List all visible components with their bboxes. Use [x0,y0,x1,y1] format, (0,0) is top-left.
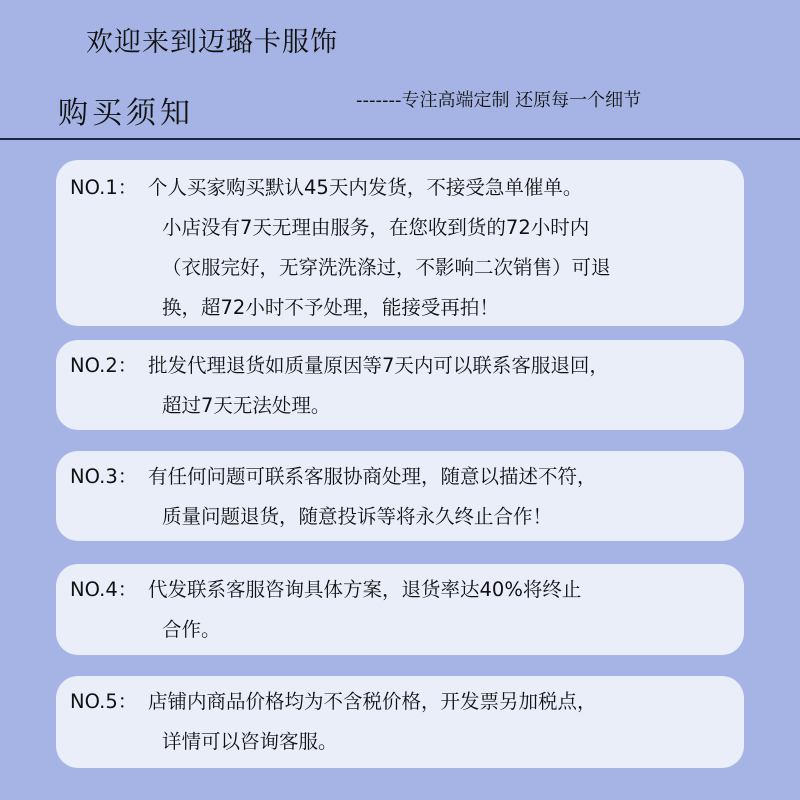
notice-line: 个人买家购买默认45天内发货，不接受急单催单。 [148,176,583,199]
purchase-notice-title: 购买须知 [58,96,194,131]
notice-card-3 [56,451,744,541]
notice-line: （衣服完好，无穿洗洗涤过，不影响二次销售）可退 [162,256,611,279]
notice-card-5 [56,676,744,768]
notice-line: 质量问题退货，随意投诉等将永久终止合作！ [162,505,553,528]
notice-number: NO.4： [70,578,138,601]
notice-card-2 [56,340,744,430]
notice-line: 店铺内商品价格均为不含税价格，开发票另加税点， [148,690,597,713]
notice-number: NO.3： [70,465,138,488]
notice-card-1 [56,160,744,326]
notice-line: 超过7天无法处理。 [162,394,331,417]
notice-number: NO.2： [70,354,138,377]
notice-line: 详情可以咨询客服。 [162,730,338,753]
notice-line: 小店没有7天无理由服务，在您收到货的72小时内 [162,216,590,239]
notice-line: 有任何问题可联系客服协商处理，随意以描述不符， [148,465,597,488]
notice-line: 合作。 [162,618,221,641]
notice-line: 代发联系客服咨询具体方案，退货率达40%将终止 [148,578,582,601]
notice-line: 换，超72小时不予处理，能接受再拍！ [162,296,499,319]
welcome-heading: 欢迎来到迈璐卡服饰 [86,27,338,58]
header-divider [0,138,800,140]
notice-card-4 [56,564,744,655]
notice-number: NO.5： [70,690,138,713]
notice-number: NO.1： [70,176,138,199]
notice-line: 批发代理退货如质量原因等7天内可以联系客服退回， [148,354,609,377]
slogan-text: -------专注高端定制 还原每一个细节 [356,90,642,111]
